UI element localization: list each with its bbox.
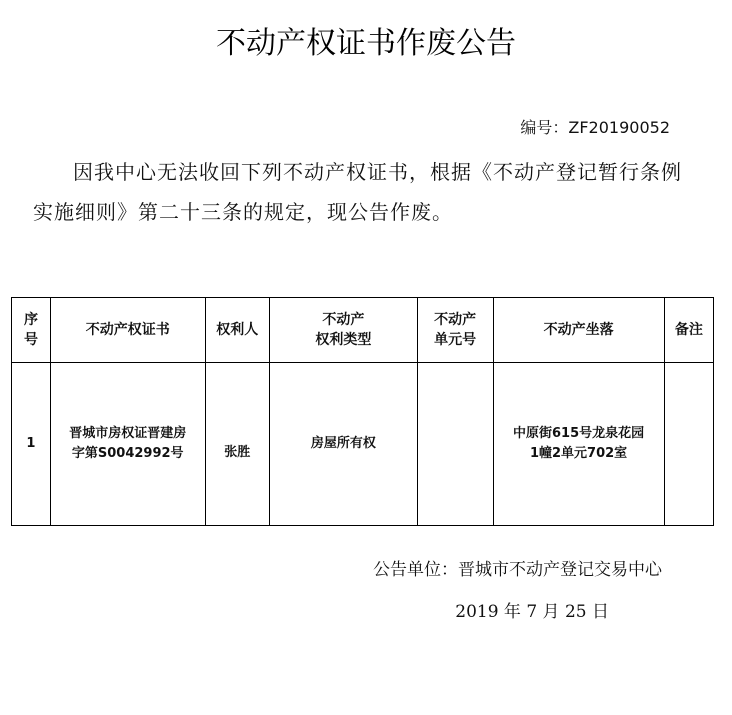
header-unit — [417, 298, 493, 363]
cell-certificate-line2: 字第S0042992号 — [71, 446, 184, 461]
header-seq: 序号 — [12, 298, 51, 363]
issuing-unit: 公告单位：晋城市不动产登记交易中心 — [373, 560, 662, 580]
table-row — [12, 363, 714, 526]
document-number: 编号：ZF20190052 — [520, 118, 670, 137]
header-location: 不动产坐落 — [493, 298, 664, 363]
cell-seq: 1 — [12, 363, 51, 526]
cell-certificate-line1: 晋城市房权证晋建房 — [69, 426, 187, 441]
header-holder: 权利人 — [205, 298, 269, 363]
cell-note — [664, 363, 713, 526]
cell-certificate — [50, 363, 205, 526]
header-unit-line2: 单元号 — [434, 332, 477, 348]
cell-location — [493, 363, 664, 526]
header-note: 备注 — [664, 298, 713, 363]
page-title: 不动产权证书作废公告 — [216, 26, 516, 61]
cell-right-type: 房屋所有权 — [269, 363, 417, 526]
cell-location-line1: 中原街615号龙泉花园 — [513, 426, 645, 441]
header-certificate: 不动产权证书 — [50, 298, 205, 363]
cell-unit — [417, 363, 493, 526]
header-right-type — [269, 298, 417, 363]
header-right-type-line1: 不动产 — [322, 312, 365, 328]
cell-holder: 张胜 — [205, 363, 269, 526]
header-right-type-line2: 权利类型 — [315, 332, 372, 348]
header-unit-line1: 不动产 — [434, 312, 477, 328]
certificate-table — [11, 297, 714, 526]
announcement-body: 因我中心无法收回下列不动产权证书，根据《不动产登记暂行条例实施细则》第二十三条的规定，现公告作废。 — [33, 160, 682, 224]
table-header-row — [12, 298, 714, 363]
issue-date: 2019 年 7 月 25 日 — [455, 602, 609, 622]
cell-location-line2: 1幢2单元702室 — [529, 446, 628, 461]
